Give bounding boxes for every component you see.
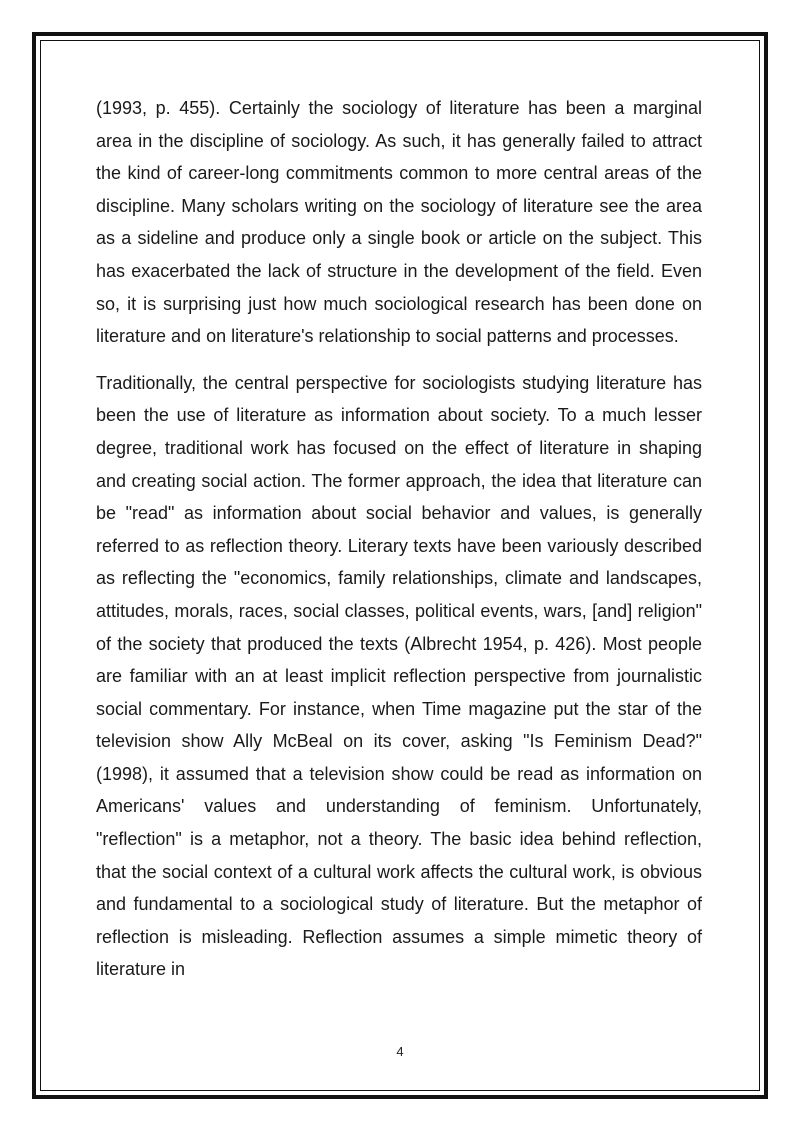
page-number: 4 bbox=[396, 1044, 404, 1059]
body-paragraph-1: (1993, p. 455). Certainly the sociology of literature has been a marginal area in the discipline of sociology. As such, it has generally failed to attract the kind of career-long commitments common to more central areas of the discipline. Many scholars writing on the sociology of literature see the area as a sideline and produce only a single book or article on the subject. This has exacerbated the lack of structure in the development of the field. Even so, it is surprising just how much sociological research has been done on literature and on literature's relationship to social patterns and processes. bbox=[96, 98, 702, 347]
page-body bbox=[96, 92, 702, 986]
body-paragraph-2: Traditionally, the central perspective for sociologists studying literature has been the use of literature as information about society. To a much lesser degree, traditional work has focused on the effect of literature in shaping and creating social action. The former approach, the idea that literature can be "read" as information about social behavior and values, is generally referred to as reflection theory. Literary texts have been variously described as reflecting the "economics, family relationships, climate and landscapes, attitudes, morals, races, social classes, political events, wars, [and] religion" of the society that produced the texts (Albrecht 1954, p. 426). Most people are familiar with an at least implicit reflection perspective from journalistic social commentary. For instance, when Time magazine put the star of the television show Ally McBeal on its cover, asking "Is Feminism Dead?" (1998), it assumed that a television show could be read as information on Americans' values and understanding of feminism. Unfortunately, "reflection" is a metaphor, not a theory. The basic idea behind reflection, that the social context of a cultural work affects the cultural work, is obvious and fundamental to a sociological study of literature. But the metaphor of reflection is misleading. Reflection assumes a simple mimetic theory of literature in bbox=[96, 372, 702, 980]
